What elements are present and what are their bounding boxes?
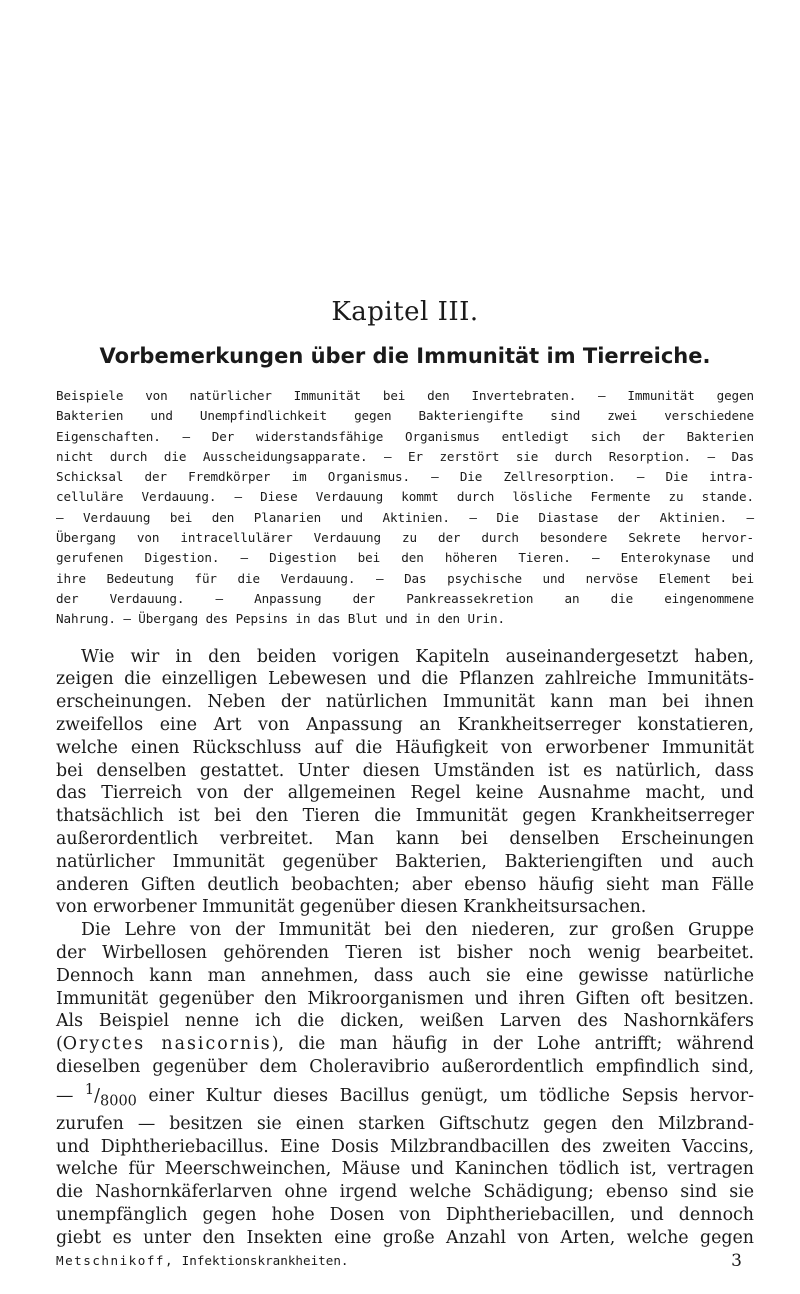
- body-line: zeigen die einzelligen Lebewesen und die Pflanzen zahlreiche Immunitäts-: [56, 669, 754, 690]
- chapter-title: Vorbemerkungen über die Immunität im Tierreiche.: [99, 344, 711, 368]
- summary-line: ihre Bedeutung für die Verdauung. — Das psychische und nervöse Element bei: [56, 570, 754, 586]
- summary-line: — Verdauung bei den Planarien und Aktinien. — Die Diastase der Aktinien. —: [56, 509, 754, 525]
- body-line: und Diphtheriebacillus. Eine Dosis Milzbrandbacillen des zweiten Vaccins,: [56, 1136, 754, 1157]
- species-name: Oryctes nasicornis: [62, 1034, 272, 1055]
- page-footer: [56, 1251, 754, 1271]
- body-line: welche einen Rückschluss auf die Häufigkeit von erworbener Immunität: [56, 737, 754, 758]
- fraction-numerator: 1: [84, 1081, 95, 1098]
- body-line: Als Beispiel nenne ich die dicken, weißen Larven des Nashornkäfers: [56, 1011, 754, 1032]
- body-line: natürlicher Immunität gegenüber Bakterien, Bakteriengiften und auch: [56, 851, 754, 872]
- body-line: von erworbener Immunität gegenüber diesen Krankheitsursachen.: [56, 897, 647, 918]
- body-line: Dennoch kann man annehmen, dass auch sie eine gewisse natürliche: [56, 965, 754, 986]
- body-line-rest: ), die man häufig in der Lohe antrifft; während: [271, 1034, 754, 1055]
- summary-line: gerufenen Digestion. — Digestion bei den höheren Tieren. — Enterokynase und: [56, 550, 754, 566]
- summary-line: nicht durch die Ausscheidungsapparate. — Er zerstört sie durch Resorption. — Das: [56, 448, 754, 464]
- body-line: zurufen — besitzen sie einen starken Giftschutz gegen den Milzbrand-: [56, 1113, 754, 1134]
- summary-line: Beispiele von natürlicher Immunität bei den Invertebraten. — Immunität gegen: [56, 388, 754, 403]
- body-line: Die Lehre von der Immunität bei den niederen, zur großen Gruppe: [81, 920, 754, 941]
- footer-author: Metschnikoff,: [56, 1252, 175, 1268]
- body-line: erscheinungen. Neben der natürlichen Immunität kann man bei ihnen: [56, 692, 754, 713]
- body-line: bei denselben gestattet. Unter diesen Umständen ist es natürlich, dass: [56, 760, 754, 781]
- fraction: $^1/_{8000}$: [84, 1081, 137, 1109]
- summary-line: der Verdauung. — Anpassung der Pankreassekretion an die eingenommene: [56, 590, 754, 606]
- summary-line: Bakterien und Unempfindlichkeit gegen Bakteriengifte sind zwei verschiedene: [56, 408, 754, 424]
- footer-book: Infektionskrankheiten.: [181, 1252, 349, 1268]
- body-line: welche für Meerschweinchen, Mäuse und Kaninchen tödlich ist, vertragen: [56, 1159, 754, 1180]
- page-number: 3: [731, 1250, 742, 1271]
- open-paren: (: [56, 1034, 63, 1055]
- body-line: anderen Giften deutlich beobachten; aber ebenso häufig sieht man Fälle: [56, 874, 754, 895]
- body-line: dieselben gegenüber dem Choleravibrio außerordentlich empfindlich sind,: [56, 1056, 754, 1077]
- footer-citation: [56, 1251, 348, 1271]
- chapter-summary: [56, 386, 754, 630]
- body-line: zweifellos eine Art von Anpassung an Krankheitserreger konstatieren,: [56, 714, 754, 735]
- body-line: giebt es unter den Insekten eine große Anzahl von Arten, welche gegen: [56, 1227, 754, 1248]
- body-line: thatsächlich ist bei den Tieren die Immunität gegen Krankheitserreger: [56, 806, 754, 827]
- summary-line: celluläre Verdauung. — Diese Verdauung kommt durch lösliche Fermente zu stande.: [56, 489, 754, 505]
- body-line: das Tierreich von der allgemeinen Regel keine Ausnahme macht, und: [56, 783, 754, 804]
- body-line-with-species: [56, 1033, 754, 1056]
- summary-line: Nahrung. — Übergang des Pepsins in das Blut und in den Urin.: [56, 611, 505, 627]
- body-line-with-fraction: [56, 1079, 754, 1113]
- body-line: Wie wir in den beiden vorigen Kapiteln auseinandergesetzt haben,: [81, 646, 754, 667]
- body-text: [56, 646, 754, 1250]
- body-line-rest: einer Kultur dieses Bacillus genügt, um tödliche Sepsis hervor-: [136, 1085, 754, 1106]
- body-line: die Nashornkäferlarven ohne irgend welche Schädigung; ebenso sind sie: [56, 1182, 754, 1203]
- body-line: unempfänglich gegen hohe Dosen von Diphtheriebacillen, und dennoch: [56, 1204, 754, 1225]
- summary-line: Eigenschaften. — Der widerstandsfähige Organismus entledigt sich der Bakterien: [56, 428, 754, 444]
- body-line: der Wirbellosen gehörenden Tieren ist bisher noch wenig bearbeitet.: [56, 942, 754, 963]
- body-line: außerordentlich verbreitet. Man kann bei denselben Erscheinungen: [56, 828, 754, 849]
- body-line: Immunität gegenüber den Mikroorganismen und ihren Giften oft besitzen.: [56, 988, 754, 1009]
- chapter-heading: Kapitel III.: [331, 297, 479, 327]
- summary-line: Schicksal der Fremdkörper im Organismus. — Die Zellresorption. — Die intra-: [56, 469, 754, 485]
- summary-line: Übergang von intracellulärer Verdauung zu der durch besondere Sekrete hervor-: [56, 530, 754, 546]
- fraction-denominator: 8000: [100, 1092, 137, 1109]
- book-page: [56, 294, 754, 1271]
- dash: —: [56, 1085, 85, 1106]
